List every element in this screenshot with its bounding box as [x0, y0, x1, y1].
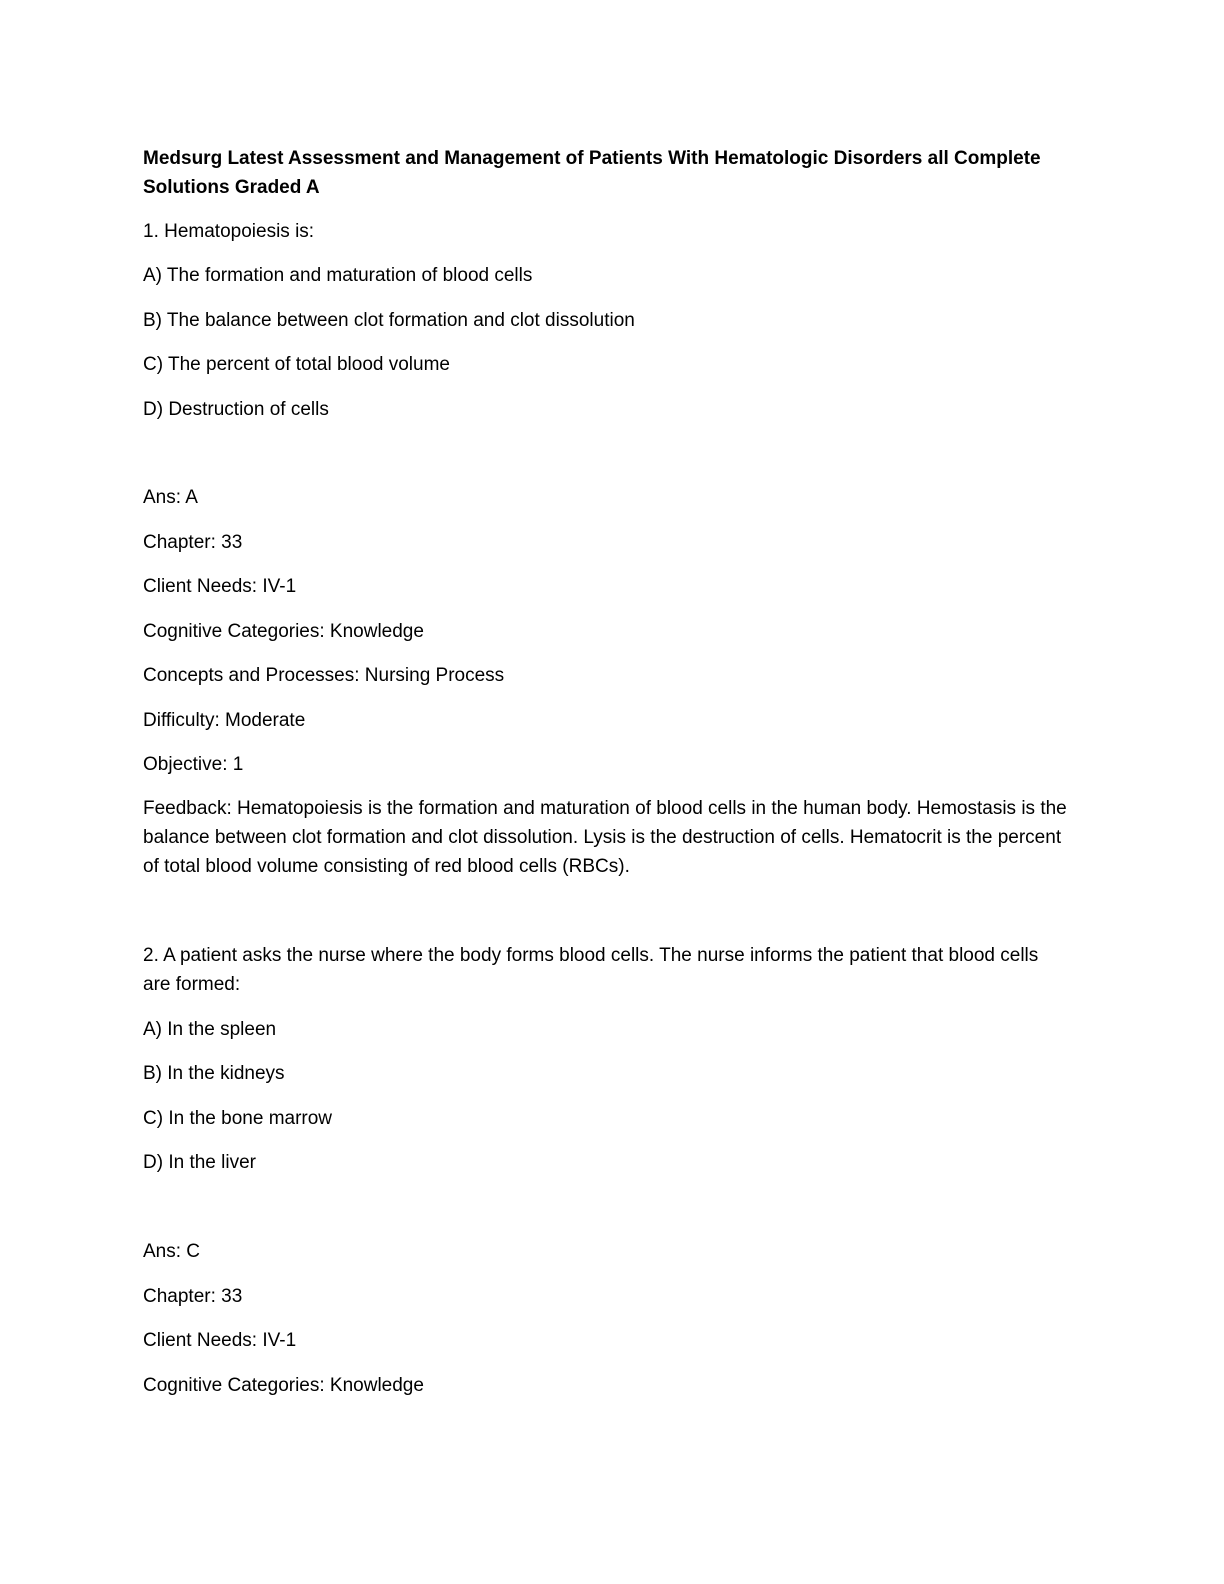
q1-option-b: B) The balance between clot formation and clot dissolution	[143, 310, 635, 331]
q1-question: 1. Hematopoiesis is:	[143, 221, 315, 242]
q1-option-d: D) Destruction of cells	[143, 399, 329, 420]
q2-client-needs: Client Needs: IV-1	[143, 1330, 297, 1351]
q1-answer: Ans: A	[143, 487, 198, 508]
q1-feedback: Feedback: Hematopoiesis is the formation and maturation of blood cells in the human body. Hemostasis is the balance between clot formation and clot dissolution. Lysis is the destruction of cells. Hematocrit is the percent of total blood volume consisting of red blood cells (RBCs).	[143, 798, 1067, 877]
q2-answer: Ans: C	[143, 1241, 201, 1262]
q2-chapter: Chapter: 33	[143, 1286, 243, 1307]
q1-option-a: A) The formation and maturation of blood cells	[143, 265, 533, 286]
q2-question: 2. A patient asks the nurse where the body forms blood cells. The nurse informs the patient that blood cells are formed:	[143, 945, 1039, 995]
q2-cognitive-categories: Cognitive Categories: Knowledge	[143, 1375, 424, 1396]
q1-option-c: C) The percent of total blood volume	[143, 354, 450, 375]
q1-difficulty: Difficulty: Moderate	[143, 710, 306, 731]
q1-chapter: Chapter: 33	[143, 532, 243, 553]
q2-option-a: A) In the spleen	[143, 1019, 277, 1040]
q1-concepts-processes: Concepts and Processes: Nursing Process	[143, 665, 505, 686]
q2-option-c: C) In the bone marrow	[143, 1108, 333, 1129]
q1-client-needs: Client Needs: IV-1	[143, 576, 297, 597]
q1-objective: Objective: 1	[143, 754, 244, 775]
q2-option-b: B) In the kidneys	[143, 1063, 285, 1084]
document-title: Medsurg Latest Assessment and Management of Patients With Hematologic Disorders all Complete Solutions Graded A	[143, 148, 1041, 198]
q2-option-d: D) In the liver	[143, 1152, 256, 1173]
q1-cognitive-categories: Cognitive Categories: Knowledge	[143, 621, 424, 642]
